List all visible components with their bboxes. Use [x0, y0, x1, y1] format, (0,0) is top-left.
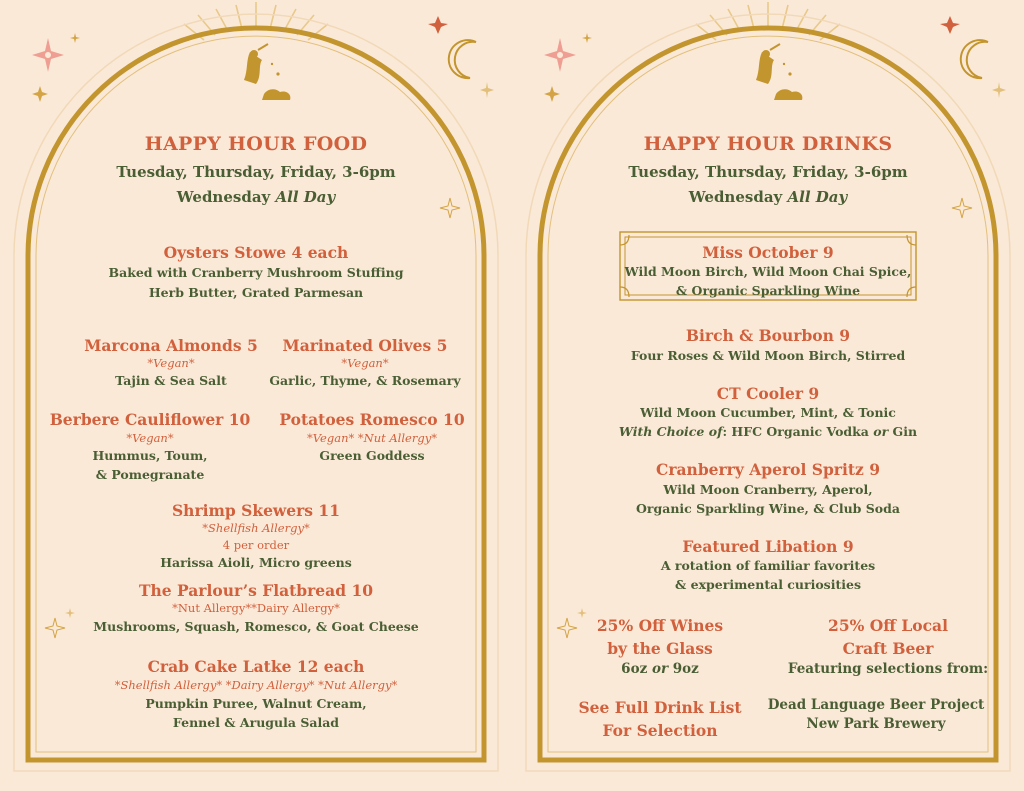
drink-item-ct-cooler: CT Cooler 9 [716, 384, 820, 403]
potatoes-description: Green Goddess [319, 448, 425, 463]
menu-item-marinated-olives: Marinated Olives 5 [282, 336, 448, 355]
shrimp-allergy-tag: *Shellfish Allergy* [202, 521, 310, 535]
beer-offer-line2: Craft Beer [842, 639, 934, 658]
wines-pour-sizes: 6oz or 9oz [621, 661, 699, 677]
miss-october-description-1: Wild Moon Birch, Wild Moon Chai Spice, [624, 264, 912, 279]
wines-offer-line1: 25% Off Wines [596, 616, 724, 635]
potatoes-allergy-tag: *Vegan* *Nut Allergy* [307, 431, 437, 445]
flatbread-description: Mushrooms, Squash, Romesco, & Goat Cheese [93, 619, 419, 634]
sparkle-icon [940, 16, 960, 34]
drinks-schedule-wednesday: Wednesday All Day [688, 188, 848, 206]
shrimp-description: Harissa Aioli, Micro greens [160, 555, 352, 570]
menu-item-oysters-stowe: Oysters Stowe 4 each [163, 243, 349, 262]
crabcake-allergy-tag: *Shellfish Allergy* *Dairy Allergy* *Nut Allergy* [114, 678, 398, 692]
drinks-menu-panel [512, 0, 1024, 791]
olives-description: Garlic, Thyme, & Rosemary [269, 373, 461, 388]
sparkle-icon [428, 16, 448, 34]
menu-item-berbere-cauliflower: Berbere Cauliflower 10 [49, 410, 251, 429]
cauliflower-description-2: & Pomegranate [95, 467, 205, 482]
cranberry-spritz-description-2: Organic Sparkling Wine, & Club Soda [636, 501, 900, 516]
sparkle-icon [32, 86, 48, 102]
menu-item-parlour-flatbread: The Parlour’s Flatbread 10 [138, 581, 374, 600]
flatbread-allergy-tag: *Nut Allergy**Dairy Allergy* [172, 601, 340, 615]
wines-offer-line2: by the Glass [607, 639, 713, 658]
shrimp-portion-note: 4 per order [222, 538, 290, 552]
full-drink-list-line1: See Full Drink List [578, 698, 742, 717]
featured-libation-description-2: & experimental curiosities [675, 577, 861, 592]
cauliflower-description-1: Hummus, Toum, [92, 448, 208, 463]
moon-goddess-emblem [743, 44, 802, 106]
crabcake-description-2: Fennel & Arugula Salad [172, 715, 340, 730]
oysters-description-1: Baked with Cranberry Mushroom Stuffing [108, 265, 404, 280]
beer-offer-line1: 25% Off Local [828, 616, 948, 635]
cauliflower-vegan-tag: *Vegan* [126, 431, 174, 445]
almonds-description: Tajin & Sea Salt [115, 373, 227, 388]
brewery-new-park: New Park Brewery [806, 716, 946, 732]
oysters-description-2: Herb Butter, Grated Parmesan [148, 285, 364, 300]
menu-item-crab-cake-latke: Crab Cake Latke 12 each [147, 657, 365, 676]
sparkle-icon [544, 86, 560, 102]
brewery-dead-language: Dead Language Beer Project [767, 697, 985, 713]
star-icon [544, 38, 576, 72]
olives-vegan-tag: *Vegan* [341, 356, 389, 370]
food-schedule-weekdays: Tuesday, Thursday, Friday, 3-6pm [116, 163, 396, 181]
beer-featuring-label: Featuring selections from: [787, 661, 989, 677]
food-title: HAPPY HOUR FOOD [144, 133, 368, 155]
drink-item-miss-october: Miss October 9 [702, 243, 834, 262]
drink-item-cranberry-aperol-spritz: Cranberry Aperol Spritz 9 [656, 460, 880, 479]
drink-item-birch-bourbon: Birch & Bourbon 9 [685, 326, 851, 345]
moon-goddess-emblem [231, 44, 290, 106]
sparkle-icon [992, 82, 1006, 98]
drink-item-featured-libation: Featured Libation 9 [682, 537, 854, 556]
ct-cooler-description-2: With Choice of: HFC Organic Vodka or Gin [618, 424, 918, 439]
food-schedule-wednesday: Wednesday All Day [176, 188, 336, 206]
menu-item-shrimp-skewers: Shrimp Skewers 11 [171, 501, 340, 520]
drinks-title: HAPPY HOUR DRINKS [643, 133, 893, 155]
ct-cooler-description-1: Wild Moon Cucumber, Mint, & Tonic [640, 405, 896, 420]
sparkle-icon [582, 33, 592, 43]
drinks-schedule-weekdays: Tuesday, Thursday, Friday, 3-6pm [628, 163, 908, 181]
almonds-vegan-tag: *Vegan* [147, 356, 195, 370]
miss-october-description-2: & Organic Sparkling Wine [675, 283, 861, 298]
cranberry-spritz-description-1: Wild Moon Cranberry, Aperol, [663, 482, 873, 497]
full-drink-list-line2: For Selection [602, 721, 718, 740]
sparkle-icon [480, 82, 494, 98]
crescent-moon-icon [449, 40, 476, 78]
menu-item-marcona-almonds: Marcona Almonds 5 [84, 336, 258, 355]
sparkle-icon [70, 33, 80, 43]
star-icon [32, 38, 64, 72]
crescent-moon-icon [961, 40, 988, 78]
featured-libation-description-1: A rotation of familiar favorites [660, 558, 876, 573]
birch-bourbon-description: Four Roses & Wild Moon Birch, Stirred [630, 348, 906, 363]
menu-item-potatoes-romesco: Potatoes Romesco 10 [279, 410, 465, 429]
crabcake-description-1: Pumpkin Puree, Walnut Cream, [145, 696, 367, 711]
